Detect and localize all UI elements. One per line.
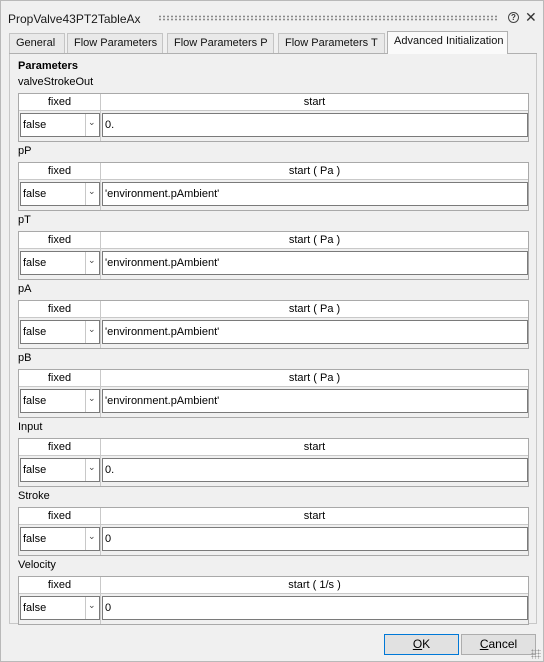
fixed-select-value: false [23,119,47,131]
chevron-down-icon[interactable]: ⌄ [88,393,96,403]
param-label: pB [18,352,32,364]
start-input-value: 'environment.pAmbient' [105,188,220,200]
start-input-value: 0 [105,602,112,614]
fixed-select-value: false [23,395,47,407]
start-input-value: 0. [105,464,115,476]
param-label: pA [18,283,32,295]
ok-label: K [422,637,431,651]
tab-content [9,54,537,624]
ok-mnemonic: O [412,637,423,651]
start-input[interactable] [102,389,528,413]
cancel-mnemonic: C [479,637,489,651]
select-separator [85,528,86,550]
section-title: Parameters [18,60,78,72]
fixed-select[interactable] [20,527,100,551]
fixed-select-value: false [23,533,47,545]
fixed-select-value: false [23,188,47,200]
start-column-header: start ( Pa ) [101,163,528,180]
start-input-value: 'environment.pAmbient' [105,326,220,338]
fixed-select-value: false [23,257,47,269]
drag-grip[interactable] [158,15,498,21]
chevron-down-icon[interactable]: ⌄ [88,255,96,265]
select-separator [85,459,86,481]
fixed-select[interactable] [20,113,100,137]
close-icon[interactable]: ✕ [525,9,537,25]
chevron-down-icon[interactable]: ⌄ [88,186,96,196]
fixed-select[interactable] [20,389,100,413]
param-grid [18,507,529,556]
start-input[interactable] [102,596,528,620]
param-label: pT [18,214,31,226]
fixed-column-header: fixed [19,94,101,111]
fixed-select[interactable] [20,458,100,482]
fixed-select[interactable] [20,182,100,206]
start-column-header: start ( Pa ) [101,370,528,387]
chevron-down-icon[interactable]: ⌄ [88,117,96,127]
start-input[interactable] [102,320,528,344]
fixed-select-value: false [23,602,47,614]
tab-label: General [16,37,56,49]
chevron-down-icon[interactable]: ⌄ [88,531,96,541]
param-grid [18,369,529,418]
tab-label: Flow Parameters [74,37,158,49]
help-icon[interactable]: ? [508,12,519,23]
fixed-select[interactable] [20,251,100,275]
start-input[interactable] [102,182,528,206]
chevron-down-icon[interactable]: ⌄ [88,600,96,610]
fixed-select[interactable] [20,320,100,344]
tab-label: Advanced Initialization [394,35,504,47]
tab-flow-parameters-p[interactable] [167,33,274,53]
ok-button[interactable] [384,634,459,655]
title-bar[interactable] [1,1,543,33]
start-input[interactable] [102,251,528,275]
tab-general[interactable] [9,33,65,53]
cancel-label: ancel [488,637,518,651]
fixed-select-value: false [23,326,47,338]
fixed-column-header: fixed [19,439,101,456]
start-input-value: 0 [105,533,112,545]
tab-advanced-initialization[interactable] [387,31,508,54]
fixed-column-header: fixed [19,508,101,525]
start-input[interactable] [102,113,528,137]
fixed-select-value: false [23,464,47,476]
start-column-header: start [101,508,528,525]
start-column-header: start ( 1/s ) [101,577,528,594]
param-grid [18,93,529,142]
select-separator [85,183,86,205]
cancel-button[interactable] [461,634,536,655]
fixed-column-header: fixed [19,370,101,387]
param-grid [18,300,529,349]
select-separator [85,390,86,412]
param-grid [18,438,529,487]
select-separator [85,321,86,343]
tab-flow-parameters-t[interactable] [278,33,385,53]
param-label: Velocity [18,559,56,571]
fixed-column-header: fixed [19,232,101,249]
start-input-value: 'environment.pAmbient' [105,257,220,269]
param-grid [18,576,529,625]
param-label: Input [18,421,43,433]
window-title: PropValve43PT2TableAx [8,12,141,26]
start-column-header: start [101,94,528,111]
param-label: pP [18,145,32,157]
chevron-down-icon[interactable]: ⌄ [88,324,96,334]
start-input[interactable] [102,458,528,482]
start-input-value: 'environment.pAmbient' [105,395,220,407]
fixed-column-header: fixed [19,163,101,180]
start-column-header: start ( Pa ) [101,232,528,249]
start-column-header: start [101,439,528,456]
fixed-select[interactable] [20,596,100,620]
chevron-down-icon[interactable]: ⌄ [88,462,96,472]
param-label: valveStrokeOut [18,76,94,88]
tab-label: Flow Parameters P [174,37,268,49]
fixed-column-header: fixed [19,577,101,594]
start-column-header: start ( Pa ) [101,301,528,318]
tab-label: Flow Parameters T [285,37,378,49]
tab-flow-parameters[interactable] [67,33,163,53]
start-input[interactable] [102,527,528,551]
resize-grip[interactable] [531,649,541,659]
select-separator [85,252,86,274]
select-separator [85,597,86,619]
start-input-value: 0. [105,119,115,131]
param-grid [18,162,529,211]
fixed-column-header: fixed [19,301,101,318]
param-label: Stroke [18,490,50,502]
param-grid [18,231,529,280]
select-separator [85,114,86,136]
tab-bar [9,31,537,53]
